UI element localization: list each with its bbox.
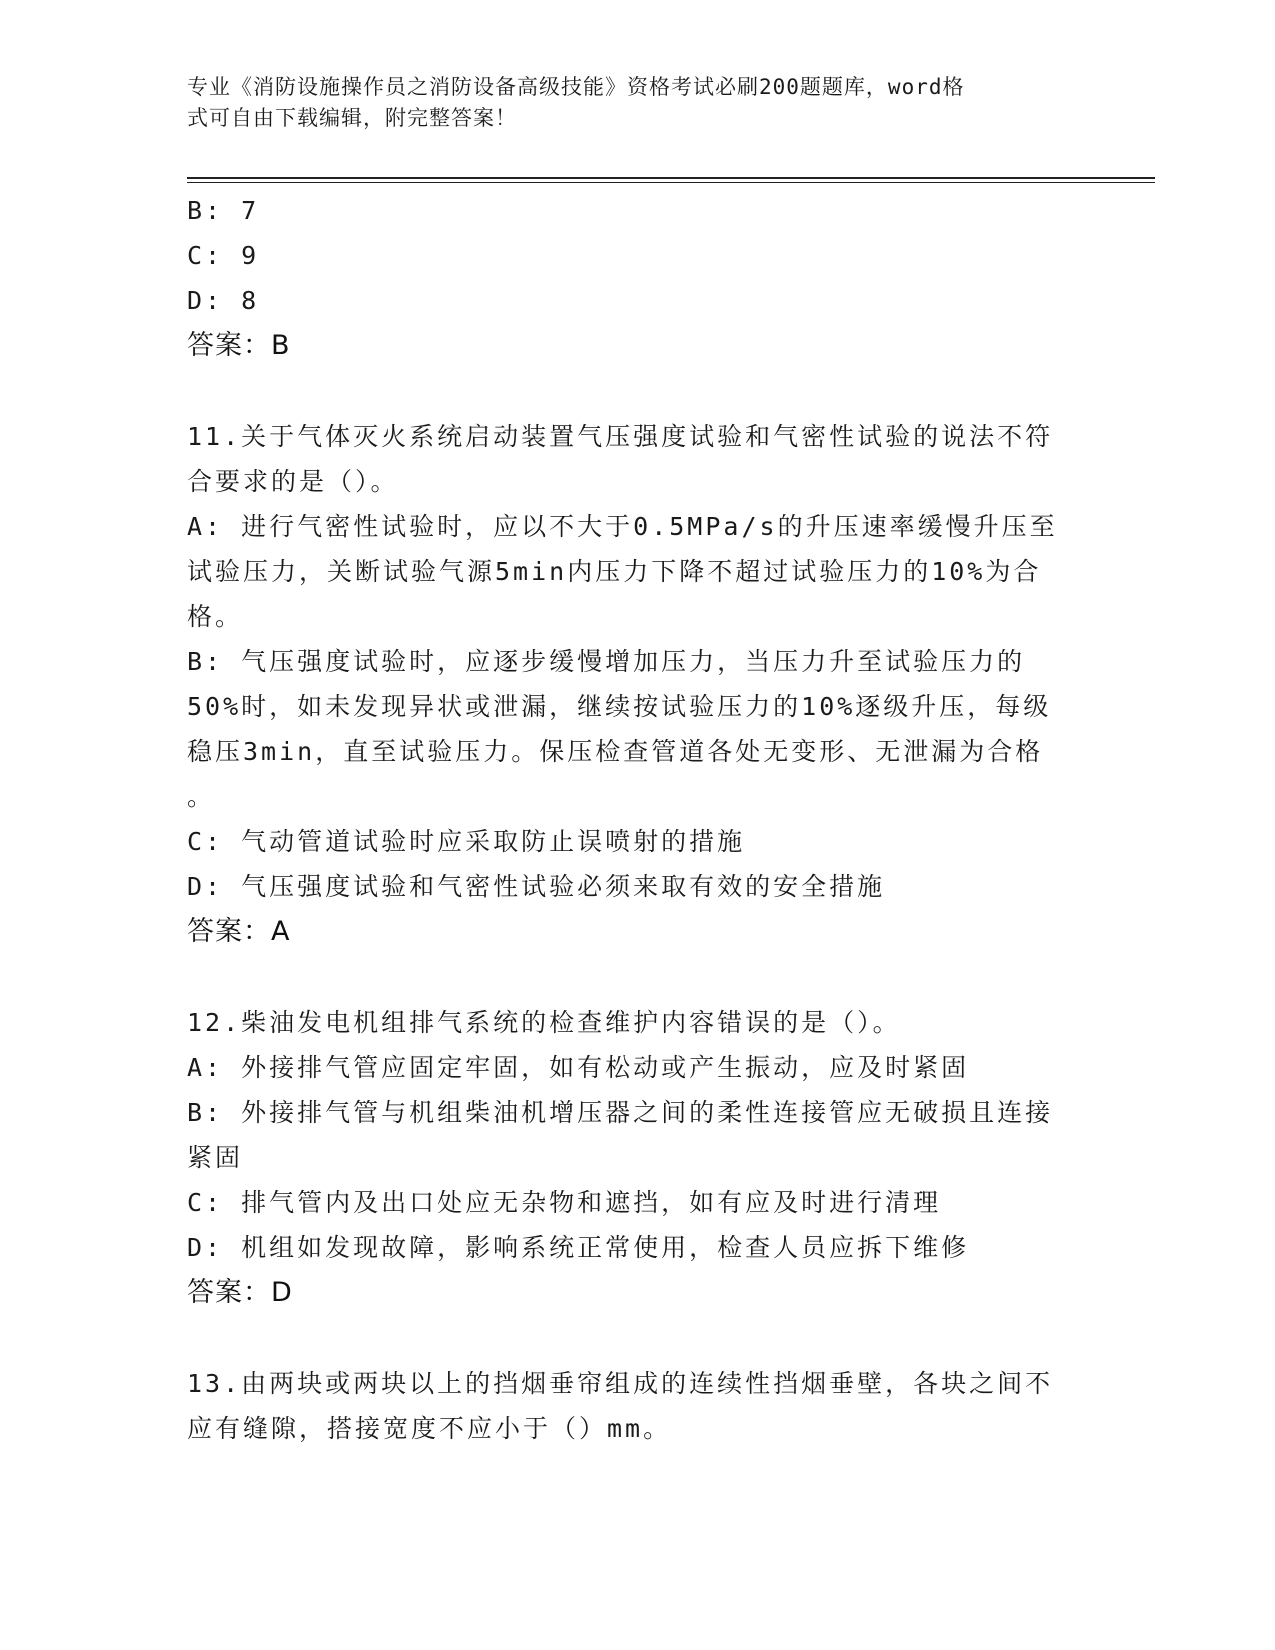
- question-stem: 12.柴油发电机组排气系统的检查维护内容错误的是（）。: [187, 1008, 901, 1037]
- option-line: 试验压力，关断试验气源5min内压力下降不超过试验压力的10%为合: [187, 557, 1042, 586]
- spacer: [187, 954, 1067, 1000]
- option-line: A: 进行气密性试验时，应以不大于0.5MPa/s的升压速率缓慢升压至: [187, 512, 1058, 541]
- question-stem: 合要求的是（）。: [187, 467, 399, 496]
- answer-line: 答案：A: [187, 916, 291, 947]
- answer-line: 答案：D: [187, 1277, 293, 1308]
- option-line: C: 9: [187, 241, 260, 270]
- spacer: [187, 1315, 1067, 1361]
- option-line: 稳压3min，直至试验压力。保压检查管道各处无变形、无泄漏为合格: [187, 737, 1044, 766]
- question-block-13: [187, 1361, 1067, 1451]
- question-stem: 应有缝隙，搭接宽度不应小于（）mm。: [187, 1414, 672, 1443]
- option-line: 50%时，如未发现异状或泄漏，继续按试验压力的10%逐级升压，每级: [187, 692, 1052, 721]
- option-line: 。: [187, 782, 216, 811]
- option-line: A: 外接排气管应固定牢固，如有松动或产生振动，应及时紧固: [187, 1053, 970, 1082]
- question-stem: 13.由两块或两块以上的挡烟垂帘组成的连续性挡烟垂壁，各块之间不: [187, 1369, 1054, 1398]
- spacer: [187, 368, 1067, 414]
- option-line: C: 排气管内及出口处应无杂物和遮挡，如有应及时进行清理: [187, 1188, 942, 1217]
- option-line: B: 气压强度试验时，应逐步缓慢增加压力，当压力升至试验压力的: [187, 647, 1026, 676]
- question-block-10: [187, 188, 1067, 368]
- option-line: D: 8: [187, 286, 260, 315]
- header-divider-thin: [187, 182, 1155, 183]
- option-line: 紧固: [187, 1143, 244, 1172]
- question-block-11: [187, 414, 1067, 954]
- question-block-12: [187, 1000, 1067, 1315]
- answer-line: 答案：B: [187, 330, 291, 361]
- header-line: 式可自由下载编辑，附完整答案！: [187, 106, 517, 130]
- option-line: B: 7: [187, 196, 260, 225]
- question-stem: 11.关于气体灭火系统启动装置气压强度试验和气密性试验的说法不符: [187, 422, 1054, 451]
- option-line: B: 外接排气管与机组柴油机增压器之间的柔性连接管应无破损且连接: [187, 1098, 1054, 1127]
- document-body: [187, 188, 1067, 1451]
- document-header: [187, 72, 1067, 134]
- header-line: 专业《消防设施操作员之消防设备高级技能》资格考试必刷200题题库，word格: [187, 75, 965, 99]
- option-line: D: 气压强度试验和气密性试验必须来取有效的安全措施: [187, 872, 886, 901]
- header-divider: [187, 177, 1155, 179]
- option-line: C: 气动管道试验时应采取防止误喷射的措施: [187, 827, 746, 856]
- option-line: D: 机组如发现故障，影响系统正常使用，检查人员应拆下维修: [187, 1233, 970, 1262]
- option-line: 格。: [187, 602, 244, 631]
